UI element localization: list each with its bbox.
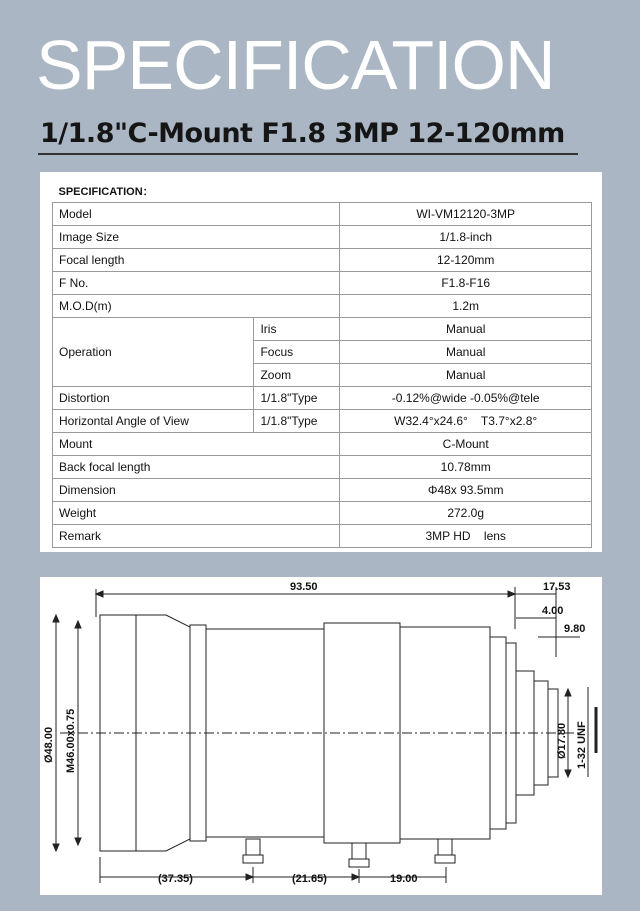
row-value: 3MP HD lens [340,525,592,548]
row-value: F1.8-F16 [340,272,592,295]
locking-screw-1 [243,839,263,863]
table-header-row [53,180,592,203]
row-label: Weight [53,502,340,525]
table-header: SPECIFICATION： [53,180,592,203]
row-sublabel: 1/1.8"Type [254,410,340,433]
subtitle-underline [38,153,578,155]
row-sublabel: Focus [254,341,340,364]
row-label: Remark [53,525,340,548]
row-label: Image Size [53,226,340,249]
dim-front-segment: (37.35) [158,873,193,885]
product-subtitle: 1/1.8"C-Mount F1.8 3MP 12-120mm [40,118,565,149]
row-value: Manual [340,341,592,364]
row-value: C-Mount [340,433,592,456]
row-label: Model [53,203,340,226]
row-sublabel: 1/1.8"Type [254,387,340,410]
dim-filter-thread: M46.00x0.75 [65,708,77,773]
row-value: W32.4°x24.6° T3.7°x2.8° [340,410,592,433]
spec-table [52,180,592,548]
table-row [53,410,592,433]
table-row [53,479,592,502]
table-row [53,226,592,249]
row-sublabel: Zoom [254,364,340,387]
row-value: 272.0g [340,502,592,525]
dim-rear-length: 17.53 [543,581,571,593]
table-row [53,433,592,456]
row-label: Focal length [53,249,340,272]
table-row [53,387,592,410]
row-label: Dimension [53,479,340,502]
dim-flange-offset: 4.00 [542,605,564,617]
row-label: Operation [53,318,254,387]
dim-thread-length: 9.80 [564,623,586,635]
table-row [53,203,592,226]
row-label: Horizontal Angle of View [53,410,254,433]
dim-mid-segment: (21.65) [292,873,327,885]
row-value: 12-120mm [340,249,592,272]
dim-outer-diameter: Ø48.00 [43,726,55,763]
dim-rear-diameter: Ø17.80 [556,722,568,759]
row-value: WI-VM12120-3MP [340,203,592,226]
row-value: 1.2m [340,295,592,318]
table-row [53,456,592,479]
table-row [53,318,592,341]
table-row [53,272,592,295]
row-value: Manual [340,364,592,387]
dimension-drawing-card [40,577,602,895]
row-value: Φ48x 93.5mm [340,479,592,502]
hero-title: SPECIFICATION [36,26,555,104]
table-row [53,249,592,272]
row-label: M.O.D(m) [53,295,340,318]
row-label: Mount [53,433,340,456]
table-row [53,525,592,548]
row-label: Back focal length [53,456,340,479]
row-value: -0.12%@wide -0.05%@tele [340,387,592,410]
lens-dimension-drawing [40,577,602,895]
row-sublabel: Iris [254,318,340,341]
row-value: Manual [340,318,592,341]
table-row [53,502,592,525]
row-label: F No. [53,272,340,295]
row-label: Distortion [53,387,254,410]
table-row [53,295,592,318]
spec-card [40,172,602,552]
dim-mount-thread: 1-32 UNF [576,721,588,769]
dim-rear-segment: 19.00 [390,873,418,885]
dim-overall-length: 93.50 [290,581,318,593]
row-value: 1/1.8-inch [340,226,592,249]
row-value: 10.78mm [340,456,592,479]
